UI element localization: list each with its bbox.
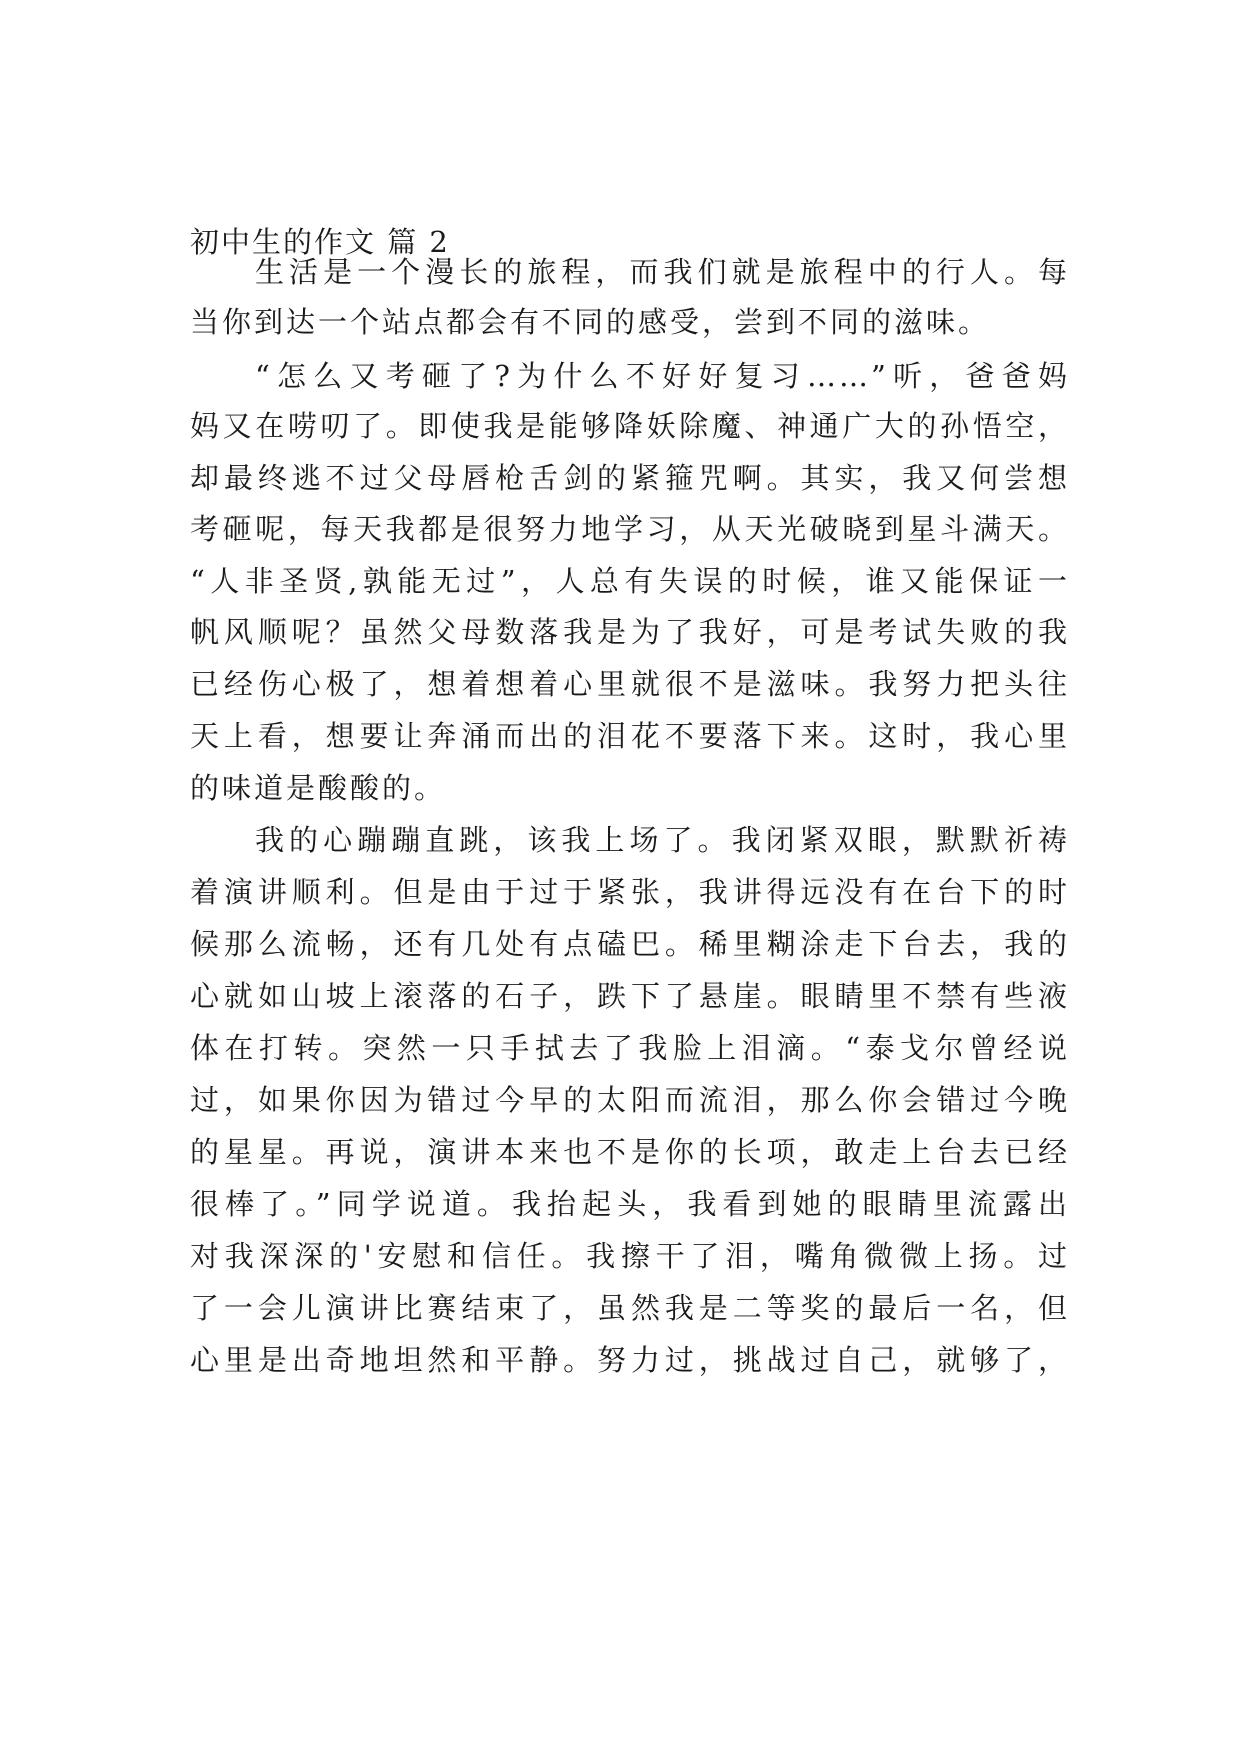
paragraph-2-line-4: 考砸呢，每天我都是很努力地学习，从天光破晓到星斗满天。: [190, 512, 1070, 546]
paragraph-3-line-1: 我的心蹦蹦直跳，该我上场了。我闭紧双眼，默默祈祷: [255, 823, 1070, 857]
paragraph-3-line-2: 着演讲顺利。但是由于过于紧张，我讲得远没有在台下的时: [190, 875, 1070, 909]
paragraph-3-line-8: 很棒了。”同学说道。我抬起头，我看到她的眼睛里流露出: [190, 1187, 1070, 1221]
paragraph-3-line-5: 体在打转。突然一只手拭去了我脸上泪滴。“泰戈尔曾经说: [190, 1031, 1070, 1065]
paragraph-2-line-6: 帆风顺呢？虽然父母数落我是为了我好，可是考试失败的我: [190, 615, 1070, 649]
paragraph-3-line-4: 心就如山坡上滚落的石子，跌下了悬崖。眼睛里不禁有些液: [190, 979, 1070, 1013]
paragraph-2-line-7: 已经伤心极了，想着想着心里就很不是滋味。我努力把头往: [190, 667, 1070, 701]
paragraph-1-line-2: 当你到达一个站点都会有不同的感受，尝到不同的滋味。: [190, 305, 991, 339]
paragraph-2-line-3: 却最终逃不过父母唇枪舌剑的紧箍咒啊。其实，我又何尝想: [190, 461, 1070, 495]
paragraph-2-line-2: 妈又在唠叨了。即使我是能够降妖除魔、神通广大的孙悟空，: [190, 409, 1070, 443]
paragraph-3-line-3: 候那么流畅，还有几处有点磕巴。稀里糊涂走下台去，我的: [190, 927, 1070, 961]
paragraph-2-line-5: “人非圣贤,孰能无过”，人总有失误的时候，谁又能保证一: [190, 564, 1070, 598]
paragraph-3-line-11: 心里是出奇地坦然和平静。努力过，挑战过自己，就够了，: [190, 1343, 1070, 1377]
paragraph-3-line-9: 对我深深的'安慰和信任。我擦干了泪，嘴角微微上扬。过: [190, 1239, 1070, 1273]
paragraph-1-line-1: 生活是一个漫长的旅程，而我们就是旅程中的行人。每: [255, 255, 1070, 289]
essay-title: 初中生的作文 篇 2: [190, 225, 450, 259]
paragraph-2-line-8: 天上看，想要让奔涌而出的泪花不要落下来。这时，我心里: [190, 719, 1070, 753]
paragraph-3-line-10: 了一会儿演讲比赛结束了，虽然我是二等奖的最后一名，但: [190, 1291, 1070, 1325]
paragraph-3-line-7: 的星星。再说，演讲本来也不是你的长项，敢走上台去已经: [190, 1135, 1070, 1169]
paragraph-3-line-6: 过，如果你因为错过今早的太阳而流泪，那么你会错过今晚: [190, 1083, 1070, 1117]
paragraph-2-line-1: “怎么又考砸了?为什么不好好复习……”听，爸爸妈: [255, 359, 1070, 393]
paragraph-2-line-9: 的味道是酸酸的。: [190, 771, 447, 805]
